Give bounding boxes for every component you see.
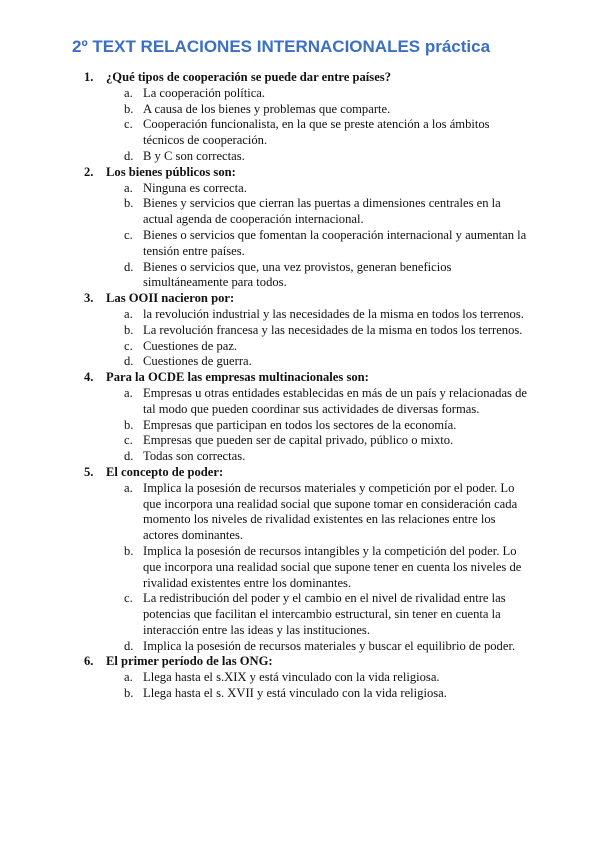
option-letter: d. [124, 148, 134, 163]
option-text: Llega hasta el s. XVII y está vinculado con la vida religiosa. [143, 686, 447, 701]
option-list [84, 670, 528, 702]
option-letter: b. [124, 543, 134, 558]
option-b [124, 686, 528, 702]
option-letter: b. [124, 686, 134, 701]
question-4 [84, 370, 528, 465]
question-text: El primer período de las ONG: [106, 654, 273, 669]
option-a [124, 307, 528, 323]
option-letter: c. [124, 591, 133, 606]
option-list [84, 386, 528, 465]
question-5 [84, 465, 528, 655]
question-list [84, 70, 528, 702]
question-text: Los bienes públicos son: [106, 164, 236, 179]
option-text: Implica la posesión de recursos materiales y buscar el equilibrio de poder. [143, 638, 516, 653]
option-letter: a. [124, 480, 133, 495]
option-letter: a. [124, 85, 133, 100]
option-c [124, 117, 528, 149]
option-text: Cuestiones de guerra. [143, 354, 252, 369]
option-text: Ninguna es correcta. [143, 180, 247, 195]
question-number: 2. [84, 164, 94, 179]
option-letter: b. [124, 101, 134, 116]
option-c [124, 591, 528, 638]
option-text: Empresas u otras entidades establecidas en más de un país y relacionadas de tal modo que pueden coordinar sus actividades de diversas formas. [143, 385, 527, 416]
option-letter: a. [124, 385, 133, 400]
question-number: 6. [84, 654, 94, 669]
option-text: Empresas que pueden ser de capital privado, público o mixto. [143, 433, 454, 448]
option-text: Todas son correctas. [143, 449, 246, 464]
question-1 [84, 70, 528, 165]
option-letter: a. [124, 670, 133, 685]
option-text: Implica la posesión de recursos intangibles y la competición del poder. Lo que incorpora una realidad social que supone tener en cuenta los niveles de rivalidad existentes entre los dominantes. [143, 543, 522, 590]
option-c [124, 228, 528, 260]
option-letter: a. [124, 306, 133, 321]
option-d [124, 354, 528, 370]
option-list [84, 181, 528, 292]
option-text: La revolución francesa y las necesidades de la misma en todos los terrenos. [143, 322, 523, 337]
option-letter: c. [124, 227, 133, 242]
option-letter: a. [124, 180, 133, 195]
option-text: La cooperación política. [143, 85, 266, 100]
question-3 [84, 291, 528, 370]
option-text: Cooperación funcionalista, en la que se preste atención a los ámbitos técnicos de cooperación. [143, 117, 490, 148]
option-letter: c. [124, 338, 133, 353]
option-letter: c. [124, 433, 133, 448]
option-text: Empresas que participan en todos los sectores de la economía. [143, 417, 457, 432]
option-text: Cuestiones de paz. [143, 338, 238, 353]
question-number: 5. [84, 464, 94, 479]
option-text: Implica la posesión de recursos materiales y competición por el poder. Lo que incorpora una realidad social que supone tomar en consideración cada momento los niveles de rivalidad existentes en las relaciones entre los actores dominantes. [143, 480, 518, 543]
option-text: Bienes y servicios que cierran las puertas a dimensiones centrales en la actual agenda de cooperación internacional. [143, 196, 501, 227]
option-a [124, 670, 528, 686]
option-a [124, 86, 528, 102]
question-heading [84, 370, 528, 386]
option-b [124, 544, 528, 591]
question-text: El concepto de poder: [106, 464, 224, 479]
option-b [124, 196, 528, 228]
question-heading [84, 70, 528, 86]
option-letter: d. [124, 259, 134, 274]
option-c [124, 339, 528, 355]
question-6 [84, 654, 528, 701]
question-number: 1. [84, 70, 94, 84]
option-b [124, 418, 528, 434]
option-d [124, 639, 528, 655]
question-heading [84, 465, 528, 481]
question-text: Para la OCDE las empresas multinacionales son: [106, 370, 369, 385]
question-heading [84, 291, 528, 307]
question-2 [84, 165, 528, 291]
option-text: A causa de los bienes y problemas que comparte. [143, 101, 391, 116]
option-letter: d. [124, 354, 134, 369]
option-text: Bienes o servicios que fomentan la cooperación internacional y aumentan la tensión entre países. [143, 227, 527, 258]
question-heading [84, 165, 528, 181]
option-a [124, 386, 528, 418]
option-text: Llega hasta el s.XIX y está vinculado con la vida religiosa. [143, 670, 440, 685]
option-letter: d. [124, 449, 134, 464]
option-list [84, 307, 528, 370]
question-number: 4. [84, 370, 94, 385]
option-d [124, 149, 528, 165]
question-number: 3. [84, 291, 94, 306]
option-d [124, 449, 528, 465]
option-letter: c. [124, 117, 133, 132]
option-c [124, 433, 528, 449]
document-title: 2º TEXT RELACIONES INTERNACIONALES práctica [72, 37, 491, 56]
option-a [124, 481, 528, 544]
option-a [124, 181, 528, 197]
option-b [124, 102, 528, 118]
question-text: ¿Qué tipos de cooperación se puede dar entre países? [106, 70, 391, 84]
option-letter: b. [124, 322, 134, 337]
option-d [124, 260, 528, 292]
option-text: La redistribución del poder y el cambio en el nivel de rivalidad entre las potencias que facilitan el intercambio estructural, sin tener en cuenta la interacción entre las ideas y las instituciones. [143, 591, 506, 637]
option-letter: b. [124, 196, 134, 211]
option-text: Bienes o servicios que, una vez provistos, generan beneficios simultáneamente para todos. [143, 259, 452, 290]
option-text: la revolución industrial y las necesidades de la misma en todos los terrenos. [143, 306, 524, 321]
question-heading [84, 654, 528, 670]
option-list [84, 481, 528, 655]
option-list [84, 86, 528, 165]
option-letter: d. [124, 638, 134, 653]
option-letter: b. [124, 417, 134, 432]
question-text: Las OOII nacieron por: [106, 291, 235, 306]
option-text: B y C son correctas. [143, 148, 245, 163]
option-b [124, 323, 528, 339]
